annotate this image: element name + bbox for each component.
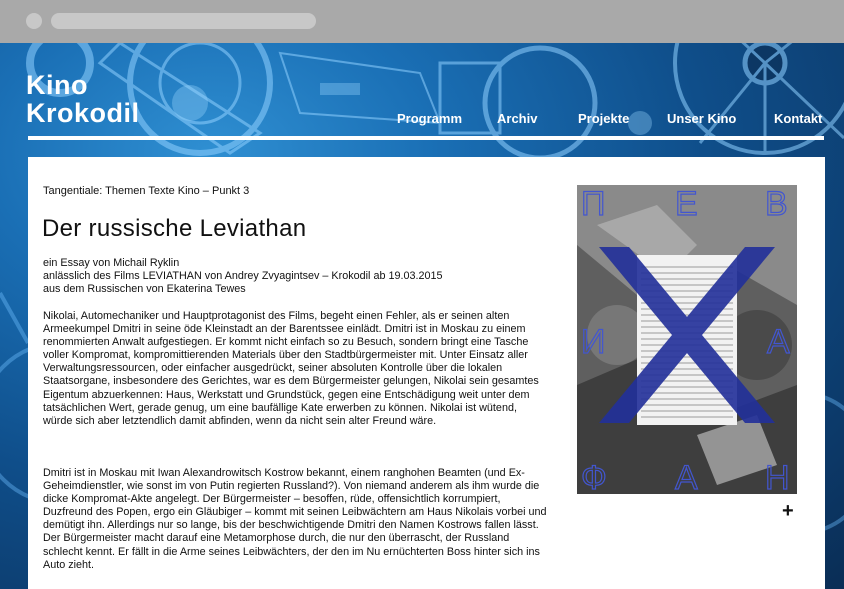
nav-item-projekte[interactable]: Projekte: [578, 111, 630, 126]
content-card: [28, 157, 825, 589]
article-paragraph-1: Nikolai, Automechaniker und Hauptprotagonist des Films, begeht einen Fehler, als er seinen alten Armeekumpel Dmitri in seine öde Kleinstadt an der Barentssee einlädt. Dmitri ist in Moskau zu einem renommierten Anwalt aufgestiegen. Er kommt nicht einfach so zu Besuch, sondern bringt eine Tasche voller Kompromat, kompromittierenden Materials über den Stadtbürgermeister mit. Unter Einsatz aller Verwaltungsressourcen, oder einfacher ausgedrückt, seiner absoluten Kontrolle über die lokalen Staatsorgane, insbesondere des Gerichtes, war es dem Bürgermeister gelungen, Nikolai sein gesamtes Eigentum abzuerkennen: Haus, Werkstatt und Grundstück, gegen eine Entschädigung weit unter dem tatsächlichen Wert, gerade genug, um eine baufällige Kate erwerben zu können. Nikolai ist wütend, würde sich aber letztendlich damit abfinden, wenn da nicht sein alter Freund wäre.: [43, 310, 539, 427]
breadcrumb: Tangentiale: Themen Texte Kino – Punkt 3: [43, 185, 250, 197]
nav-divider: [28, 136, 824, 140]
logo-line-2: Krokodil: [26, 98, 140, 128]
meta-author: ein Essay von Michail Ryklin: [43, 257, 180, 269]
poster-letter-2: Е: [675, 185, 698, 223]
poster-letter-5: А: [767, 323, 790, 361]
poster-letter-6: Ф: [581, 459, 607, 494]
article-meta: [43, 257, 563, 296]
nav-item-kontakt[interactable]: Kontakt: [774, 111, 823, 126]
address-bar[interactable]: [51, 13, 316, 29]
poster-letter-3: В: [765, 185, 788, 223]
poster-letter-4: И: [581, 323, 606, 361]
film-poster[interactable]: [577, 185, 797, 494]
article-paragraph-2: Dmitri ist in Moskau mit Iwan Alexandrowitsch Kostrow bekannt, einem ranghohen Beamten (und Ex-Geheimdienstler, wie sonst im von Putin regierten Russland?). Von niemand anderem als ihm wurde die dicke Kompromat-Akte angelegt. Der Bürgermeister – besoffen, rüde, offensichtlich korrumpiert, Duzfreund des Popen, ergo ein Gläubiger – kommt mit seinen Leibwächtern am Haus Nikolais vorbei und demütigt ihn. Allerdings nur so lange, bis der beschwichtigende Dmitri den Namen Kostrows fallen lässt. Der Bürgermeister macht darauf eine Metamorphose durch, die nur den überrascht, der Russland schlecht kennt. Er fällt in die Arme seines Leibwächters, der den im Nu ernüchterten Boss hinter sich ins Auto zieht.: [43, 467, 547, 571]
poster-artwork: [577, 185, 797, 494]
nav-item-unser-kino[interactable]: Unser Kino: [667, 111, 737, 126]
nav-item-programm[interactable]: Programm: [397, 111, 463, 126]
main-navigation: [0, 111, 844, 127]
logo-line-1: Kino: [26, 70, 88, 100]
browser-chrome: [0, 0, 844, 43]
meta-film: anlässlich des Films LEVIATHAN von Andrey Zvyagintsev – Krokodil ab 19.03.2015: [43, 270, 443, 283]
poster-letter-8: Н: [765, 459, 790, 494]
nav-item-archiv[interactable]: Archiv: [497, 111, 538, 126]
meta-translator: aus dem Russischen von Ekaterina Tewes: [43, 283, 246, 296]
expand-plus-icon[interactable]: +: [782, 500, 794, 522]
window-button[interactable]: [26, 13, 42, 29]
poster-letter-7: А: [675, 459, 698, 494]
poster-letter-1: П: [581, 185, 606, 223]
page-title: Der russische Leviathan: [42, 215, 307, 242]
